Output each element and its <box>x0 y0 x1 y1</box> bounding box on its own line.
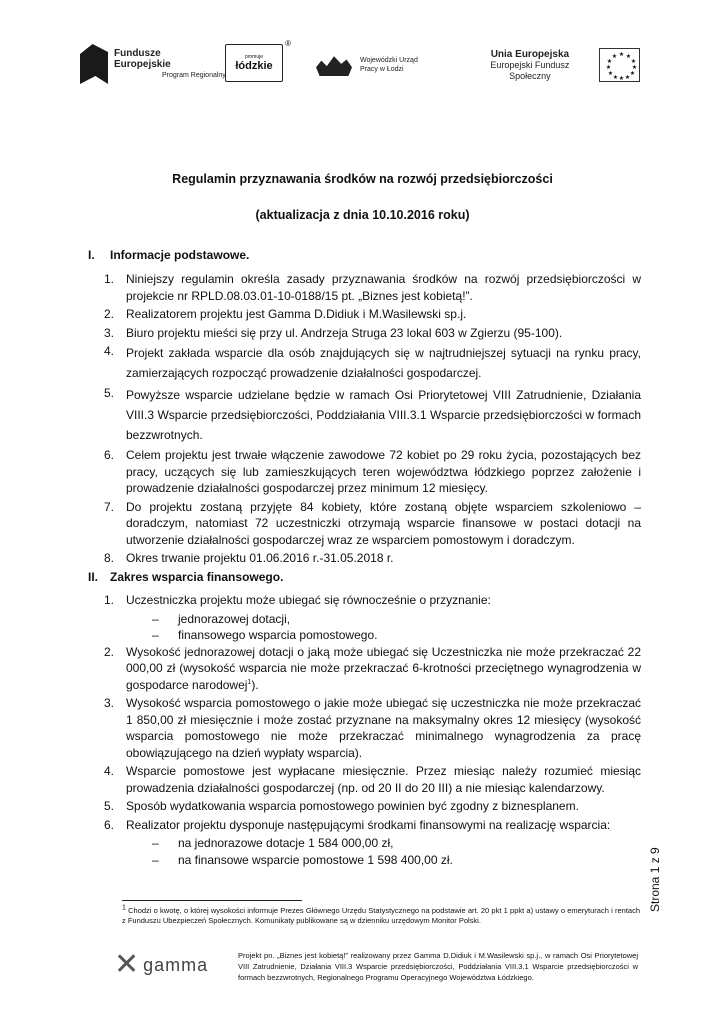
footnote-num: 1 <box>122 904 126 912</box>
document-title: Regulamin przyznawania środków na rozwój przedsiębiorczości <box>172 172 553 186</box>
ue-line2: Europejski Fundusz Społeczny <box>490 59 570 81</box>
footnote-text: Chodzi o kwotę, o której wysokości informuje Prezes Głównego Urzędu Statystycznego na podstawie art. 20 pkt 1 ppkt a) ustawy o emeryturach i rentach z Funduszu Ubezpieczeń Społecznych. Komunikaty publikowane są w dzienniku urzędowym Monitor Polski. <box>122 906 640 925</box>
gamma-mark-icon: ✕ <box>114 948 140 981</box>
gamma-logo <box>114 950 208 980</box>
gamma-wordmark: gamma <box>143 954 209 975</box>
wup-line2: Pracy w Łodzi <box>360 66 404 73</box>
section-2-heading <box>88 570 283 584</box>
section-1-num: I. <box>88 248 95 262</box>
header-logos <box>80 40 640 96</box>
list-item: 2. Wysokość jednorazowej dotacji o jaką może ubiegać się Uczestniczka nie może przekraczać 22 000,00 zł (wysokość wsparcia nie może przekraczać 6-krotności przeciętnego wynagrodzenia w gospodarce narodowej$^1$). <box>104 644 641 692</box>
list-item: 8. Okres trwanie projektu 01.06.2016 r.-31.05.2018 r. <box>104 551 394 565</box>
lodz-big: łódzkie <box>235 60 273 72</box>
footnote <box>122 906 640 926</box>
eu-flag-icon: ★ ★ ★ ★ ★ ★ ★ ★ ★ ★ ★ ★ <box>599 48 640 82</box>
list-item: 1. Uczestniczka projektu może ubiegać się równocześnie o przyznanie: <box>104 593 491 607</box>
promuje-lodzkie-logo <box>225 39 291 82</box>
sub-item: – finansowego wsparcia pomostowego. <box>152 628 378 642</box>
page-number: Strona 1 z 9 <box>648 847 662 912</box>
fundusze-europejskie-logo <box>80 44 226 84</box>
list-item: 6. Celem projektu jest trwałe włączenie zawodowe 72 kobiet po 29 roku życia, pozostających bez pracy, uczących się lub zamieszkujących teren województwa łódzkiego poprzez założenie i prowadzenie działalności gospodarczej przez minimum 12 miesięcy. <box>104 448 641 495</box>
sub-item: – na finansowe wsparcie pomostowe 1 598 400,00 zł. <box>152 852 453 867</box>
list-item: 7. Do projektu zostaną przyjęte 84 kobiety, które zostaną objęte wsparciem szkoleniowo – doradczym, natomiast 72 uczestniczki otrzymają wsparcie finansowe w postaci dotacji na utworzenie działalności gospodarczej wraz ze wsparciem pomostowym i doradczym. <box>104 499 641 547</box>
list-item: 4. Projekt zakłada wsparcie dla osób znajdujących się w najtrudniejszej sytuacji na rynku pracy, zamierzających rozpocząć prowadzenie działalności gospodarczej. <box>104 344 641 380</box>
fe-emblem-icon <box>80 44 108 84</box>
list-item: 2. Realizatorem projektu jest Gamma D.Didiuk i M.Wasilewski sp.j. <box>104 307 467 321</box>
wup-emblem-icon <box>316 54 352 76</box>
fe-line3: Program Regionalny <box>162 71 226 79</box>
section-2-title: Zakres wsparcia finansowego. <box>110 570 284 584</box>
list-item: 3. Wysokość wsparcia pomostowego o jakie może ubiegać się uczestniczka nie może przekraczać 1 850,00 zł miesięcznie i może zostać przyznane na maksymalny okres 12 miesięcy (wysokość wsparcia pomostowego nie może przekraczać minimalnego wynagrodzenia za pracę obowiązującego na dzień wypłaty wsparcia). <box>104 696 641 760</box>
list-item: 5. Powyższe wsparcie udzielane będzie w ramach Osi Priorytetowej VIII Zatrudnienie, Działania VIII.3 Wsparcie przedsiębiorczości, Poddziałania VIII.3.1 Wsparcie przedsiębiorczości w formach bezzwrotnych. <box>104 386 641 442</box>
list-item: 3. Biuro projektu mieści się przy ul. Andrzeja Struga 23 lokal 603 w Zgierzu (95-100). <box>104 325 563 340</box>
document-subtitle: (aktualizacja z dnia 10.10.2016 roku) <box>255 208 470 222</box>
list-item: 1. Niniejszy regulamin określa zasady przyznawania środków na rozwój przedsiębiorczości w projekcie nr RPLD.08.03.01-10-0188/15 pt. „Biznes jest kobietą!”. <box>104 272 641 303</box>
list-item: 6. Realizator projektu dysponuje następującymi środkami finansowymi na realizację wsparcia: <box>104 817 611 832</box>
section-2-list <box>104 592 641 868</box>
section-2-num: II. <box>88 570 99 584</box>
section-1-heading <box>88 248 249 262</box>
footnote-divider <box>122 900 302 901</box>
eu-logo <box>475 48 640 82</box>
sub-item: – na jednorazowe dotacje 1 584 000,00 zł, <box>152 836 394 850</box>
section-1-list <box>104 271 641 569</box>
wup-logo <box>316 54 418 76</box>
lodz-small: promuje <box>244 54 264 60</box>
footnote-ref: 1 <box>247 678 252 686</box>
sub-item: – jednorazowej dotacji, <box>152 611 291 626</box>
fe-line2: Europejskie <box>114 58 171 70</box>
list-item: 4. Wsparcie pomostowe jest wypłacane miesięcznie. Przez miesiąc należy rozumieć miesiąc prowadzenia działalności gospodarczej (np. od 20 II do 20 III) a nie miesiąc kalendarzowy. <box>104 764 641 795</box>
ue-line1: Unia Europejska <box>490 48 570 60</box>
wup-line1: Wojewódzki Urząd <box>360 57 418 64</box>
fe-line1: Fundusze <box>114 47 161 59</box>
project-info: Projekt pn. „Biznes jest kobietą!” realizowany przez Gamma D.Didiuk i M.Wasilewski sp.j., w ramach Osi Priorytetowej VIII Zatrudnienie, Działania VIII.3 Wsparcie przedsiębiorczości, Poddziałania VIII.3.1 Wsparcie przedsiębiorczości w formach bezzwrotnych, Regionalnego Programu Operacyjnego Województwa Łódzkiego. <box>238 951 638 982</box>
section-1-title: Informacje podstawowe. <box>110 248 250 262</box>
registered-mark: ® <box>285 39 291 48</box>
list-item: 5. Sposób wydatkowania wsparcia pomostowego powinien być zgodny z biznesplanem. <box>104 799 579 813</box>
